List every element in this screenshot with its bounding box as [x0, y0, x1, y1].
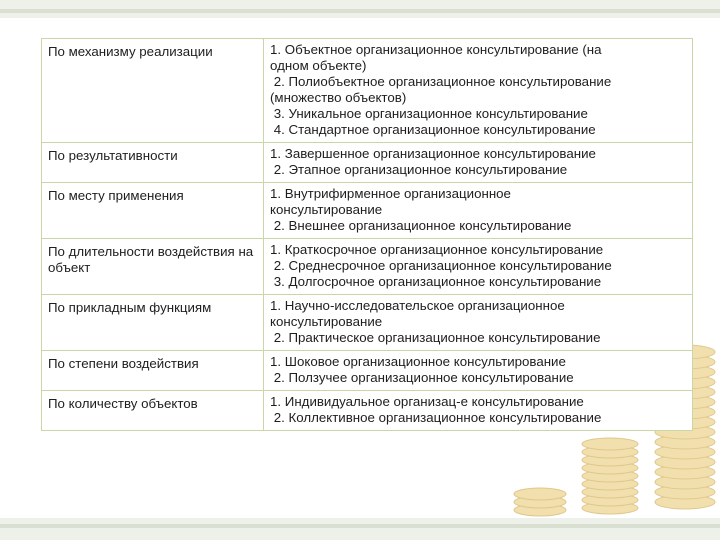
- table-row: [42, 183, 693, 239]
- types-cell: [264, 239, 693, 295]
- type-line: 1. Внутрифирменное организационное: [270, 186, 511, 201]
- type-line: одном объекте): [270, 58, 367, 73]
- type-line: 1. Индивидуальное организац-е консультирование: [270, 394, 584, 409]
- bottom-decorative-band: [0, 518, 720, 540]
- type-line: консультирование: [270, 202, 383, 217]
- top-band-line: [0, 9, 720, 13]
- classification-table: [41, 38, 693, 431]
- table-row: [42, 351, 693, 391]
- types-cell: [264, 39, 693, 143]
- table-row: [42, 239, 693, 295]
- table-row: [42, 39, 693, 143]
- type-line: 4. Стандартное организационное консультирование: [270, 122, 596, 137]
- table-row: [42, 391, 693, 431]
- type-line: 2. Внешнее организационное консультирование: [270, 218, 572, 233]
- type-line: 1. Краткосрочное организационное консультирование: [270, 242, 604, 257]
- types-cell: [264, 351, 693, 391]
- bottom-band-line: [0, 524, 720, 528]
- criterion-cell: По степени воздействия: [42, 351, 264, 391]
- type-line: 1. Завершенное организационное консультирование: [270, 146, 596, 161]
- type-line: 2. Практическое организационное консультирование: [270, 330, 601, 345]
- type-line: 3. Уникальное организационное консультирование: [270, 106, 588, 121]
- types-cell: [264, 391, 693, 431]
- type-line: 3. Долгосрочное организационное консультирование: [270, 274, 602, 289]
- types-cell: [264, 183, 693, 239]
- criterion-cell: По месту применения: [42, 183, 264, 239]
- type-line: 2. Этапное организационное консультирование: [270, 162, 568, 177]
- types-cell: [264, 143, 693, 183]
- type-line: 2. Полиобъектное организационное консультирование: [270, 74, 612, 89]
- table-row: [42, 143, 693, 183]
- criterion-cell: По количеству объектов: [42, 391, 264, 431]
- type-line: 2. Среднесрочное организационное консультирование: [270, 258, 612, 273]
- type-line: 1. Объектное организационное консультирование (на: [270, 42, 602, 57]
- type-line: 2. Коллективное организационное консультирование: [270, 410, 602, 425]
- type-line: 1. Шоковое организационное консультирование: [270, 354, 566, 369]
- criterion-cell: По прикладным функциям: [42, 295, 264, 351]
- criterion-cell: По длительности воздействия на объект: [42, 239, 264, 295]
- criterion-cell: По механизму реализации: [42, 39, 264, 143]
- type-line: (множество объектов): [270, 90, 407, 105]
- top-decorative-band: [0, 0, 720, 18]
- criterion-cell: По результативности: [42, 143, 264, 183]
- type-line: 1. Научно-исследовательское организационное: [270, 298, 565, 313]
- types-cell: [264, 295, 693, 351]
- type-line: консультирование: [270, 314, 383, 329]
- type-line: 2. Ползучее организационное консультирование: [270, 370, 574, 385]
- table-row: [42, 295, 693, 351]
